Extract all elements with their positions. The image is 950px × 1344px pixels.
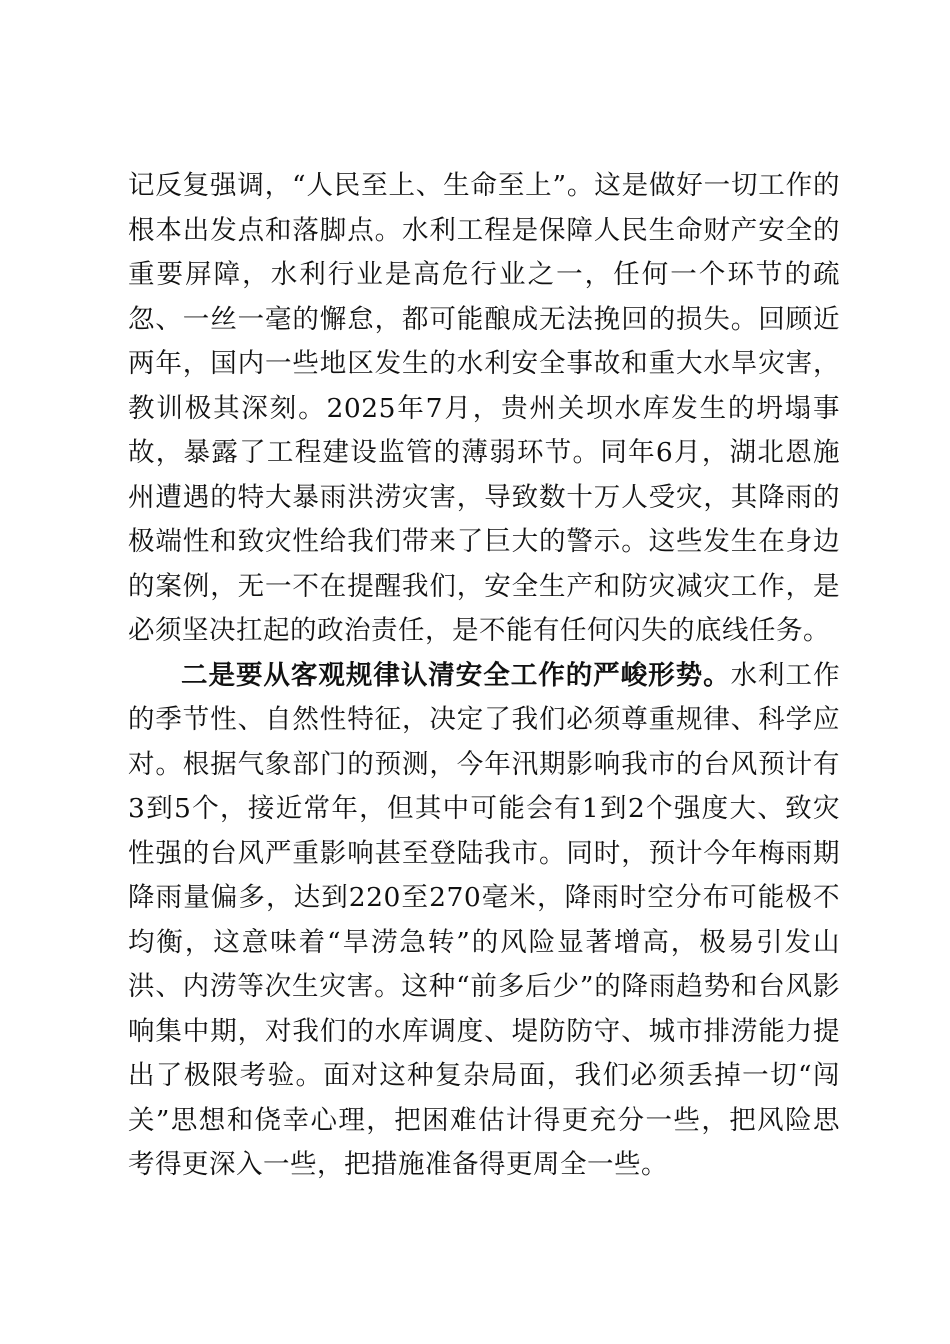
paragraph-2	[128, 654, 840, 1188]
paragraph-2-heading: 二是要从客观规律认清安全工作的严峻形势。	[181, 659, 731, 691]
paragraph-1-text: 记反复强调，“人民至上、生命至上”。这是做好一切工作的根本出发点和落脚点。水利工程是保障人民生命财产安全的重要屏障，水利行业是高危行业之一，任何一个环节的疏忽、一丝一毫的懈怠，都可能酿成无法挽回的损失。回顾近两年，国内一些地区发生的水利安全事故和重大水旱灾害，教训极其深刻。2025年7月，贵州关坝水库发生的坍塌事故，暴露了工程建设监管的薄弱环节。同年6月，湖北恩施州遭遇的特大暴雨洪涝灾害，导致数十万人受灾，其降雨的极端性和致灾性给我们带来了巨大的警示。这些发生在身边的案例，无一不在提醒我们，安全生产和防灾减灾工作，是必须坚决扛起的政治责任，是不能有任何闪失的底线任务。	[128, 170, 840, 646]
document-body	[128, 164, 840, 1188]
paragraph-2-text: 水利工作的季节性、自然性特征，决定了我们必须尊重规律、科学应对。根据气象部门的预测，今年汛期影响我市的台风预计有3到5个，接近常年，但其中可能会有1到2个强度大、致灾性强的台风严重影响甚至登陆我市。同时，预计今年梅雨期降雨量偏多，达到220至270毫米，降雨时空分布可能极不均衡，这意味着“旱涝急转”的风险显著增高，极易引发山洪、内涝等次生灾害。这种“前多后少”的降雨趋势和台风影响集中期，对我们的水库调度、堤防防守、城市排涝能力提出了极限考验。面对这种复杂局面，我们必须丢掉一切“闯关”思想和侥幸心理，把困难估计得更充分一些，把风险思考得更深入一些，把措施准备得更周全一些。	[128, 659, 841, 1180]
paragraph-1	[128, 164, 840, 654]
